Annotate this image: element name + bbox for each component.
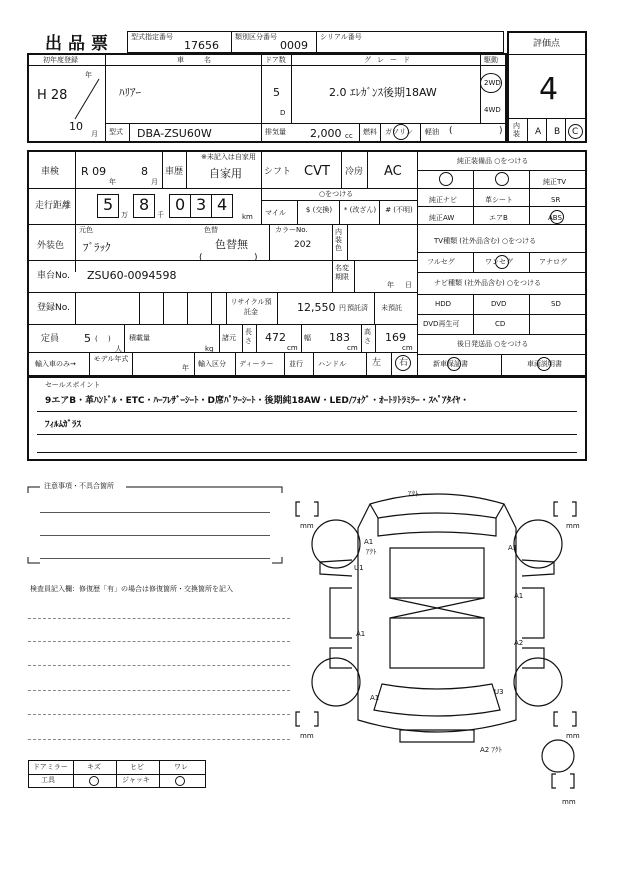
model-year-unit: 年 bbox=[182, 364, 189, 372]
diagram-mark-a1-front-right: A1 bbox=[508, 544, 518, 552]
tv-oneseg: ワンセグ bbox=[485, 258, 513, 266]
score-label: 評価点 bbox=[533, 39, 561, 49]
cooling-label: 冷房 bbox=[345, 167, 364, 177]
name-change-day: 日 bbox=[405, 281, 412, 289]
genuine-leather: 革シート bbox=[485, 196, 513, 204]
genuine-item-1-circle bbox=[439, 172, 453, 186]
legend-break: ワレ bbox=[174, 763, 188, 771]
chassis-label: 車台No. bbox=[37, 271, 70, 281]
tv-oneseg-circle bbox=[495, 255, 509, 269]
diagram-mark-front: ｱｸﾄ bbox=[408, 490, 419, 498]
length-label: 長さ bbox=[245, 328, 252, 345]
interior-label: 内装 bbox=[513, 122, 520, 138]
genuine-sr: SR bbox=[551, 196, 561, 204]
color-change-value: 色替無 bbox=[215, 238, 248, 251]
later-warranty-circle bbox=[447, 357, 461, 371]
exterior-value: ﾌﾞﾗｯｸ bbox=[83, 241, 111, 254]
sales-line-2: ﾌｨﾙﾑｶﾞﾗｽ bbox=[45, 420, 82, 430]
recycle-value: 12,550 bbox=[297, 301, 336, 314]
caution-frame bbox=[26, 482, 286, 565]
inspection-month: 8 bbox=[141, 165, 148, 178]
name-change-year: 年 bbox=[387, 281, 394, 289]
width-unit: cm bbox=[347, 344, 358, 352]
shift-value: CVT bbox=[304, 164, 330, 179]
drive-2wd: 2WD bbox=[484, 79, 501, 87]
legend-crack: ヒビ bbox=[130, 763, 144, 771]
serial-box bbox=[316, 31, 504, 53]
diagram-mark-u1: U1 bbox=[354, 564, 364, 572]
first-reg-label: 初年度登録 bbox=[43, 56, 78, 64]
mileage-digit-1: 5 bbox=[103, 195, 114, 214]
model-label: 型式 bbox=[109, 128, 123, 136]
interior-grade-a: A bbox=[535, 127, 542, 137]
diagram-mark-a1-left: A1 bbox=[356, 630, 366, 638]
genuine-abs: ABS bbox=[548, 214, 562, 222]
detail-block bbox=[27, 150, 587, 377]
genuine-aw: 純正AW bbox=[429, 214, 455, 222]
shift-label: シフト bbox=[264, 167, 292, 177]
category-value: 0009 bbox=[280, 39, 308, 52]
dim-label: 諸元 bbox=[222, 334, 236, 342]
later-title: 後日発送品 ○をつける bbox=[457, 340, 529, 348]
model-year-label: モデル年式 bbox=[93, 355, 129, 363]
diagram-mark-rear: A2 ｱｸﾄ bbox=[480, 746, 502, 754]
navi-cd: CD bbox=[495, 320, 506, 328]
type-no-value: 17656 bbox=[184, 39, 219, 52]
type-no-label: 型式指定番号 bbox=[131, 33, 173, 41]
doors-value: 5 bbox=[273, 86, 280, 99]
drive-4wd: 4WD bbox=[484, 106, 501, 114]
inspection-month-unit: 月 bbox=[151, 178, 158, 186]
category-label: 類別区分番号 bbox=[235, 33, 277, 41]
handle-left: 左 bbox=[372, 358, 382, 368]
mileage-digit-4: 3 bbox=[196, 195, 207, 214]
mileage-opt-unknown: # (不明) bbox=[385, 206, 413, 214]
color-change-bracket-open: ( bbox=[199, 253, 203, 263]
inspection-value: R 09 bbox=[81, 165, 107, 178]
import-cat-label: 輸入区分 bbox=[198, 360, 226, 368]
legend-scratch: キズ bbox=[87, 763, 101, 771]
diagram-mm-5: mm bbox=[562, 798, 576, 806]
inspector-label: 検査員記入欄：修復歴「有」の場合は修復箇所・交換箇所を記入 bbox=[30, 585, 233, 593]
displacement-label: 排気量 bbox=[265, 128, 286, 136]
first-reg-slash bbox=[71, 77, 103, 121]
mileage-label: 走行距離 bbox=[35, 201, 72, 211]
tv-title: TV種類 (社外品含む) ○をつける bbox=[434, 237, 537, 245]
later-manual-circle bbox=[537, 357, 551, 371]
later-warranty: 新車保証書 bbox=[433, 360, 468, 368]
mileage-opt-mile: マイル bbox=[265, 209, 286, 217]
mileage-sen: 千 bbox=[157, 211, 164, 219]
width-value: 183 bbox=[329, 331, 350, 344]
tv-fullseg: フルセグ bbox=[427, 258, 455, 266]
diagram-mm-3: mm bbox=[300, 732, 314, 740]
capacity-value: 5 bbox=[84, 332, 91, 345]
sales-line-1: 9エアB・革ﾊﾝﾄﾞﾙ・ETC・ﾊｰﾌﾚｻﾞｰｼｰﾄ・D席ﾊﾟﾜｰｼｰﾄ・後期純18AW・LED/ﾌｫｸﾞ・ｵｰﾄﾘﾄﾗﾐﾗｰ・ｽﾍﾟｱﾀｲﾔ・ bbox=[45, 396, 470, 406]
recycle-label: リサイクル預託金 bbox=[230, 298, 272, 316]
vehicle-block bbox=[27, 53, 507, 143]
fuel-other-bracket-open: ( bbox=[449, 126, 453, 136]
legend-tool: 工具 bbox=[41, 776, 55, 784]
color-change-label: 色替 bbox=[204, 226, 218, 234]
first-reg-month-unit: 月 bbox=[91, 130, 98, 138]
diagram-mark-u3: U3 bbox=[494, 688, 504, 696]
serial-label: シリアル番号 bbox=[320, 33, 362, 41]
legend-tool-circle bbox=[89, 776, 99, 786]
car-name-label: 車名 bbox=[177, 56, 231, 64]
load-unit: kg bbox=[205, 345, 214, 353]
mileage-digit-3: 0 bbox=[175, 195, 186, 214]
diagram-mark-a1-rear-left: A1 bbox=[370, 694, 380, 702]
inspection-year-unit: 年 bbox=[109, 178, 116, 186]
legend-jack-circle bbox=[175, 776, 185, 786]
history-note: ※未記入は自家用 bbox=[201, 153, 256, 161]
orig-color-label: 元色 bbox=[79, 226, 93, 234]
diagram-mark-front-left-act: ｱｸﾄ bbox=[366, 548, 377, 556]
handle-right: 右 bbox=[399, 358, 409, 368]
doors-suffix: D bbox=[280, 109, 286, 117]
history-label: 車歴 bbox=[165, 167, 184, 177]
navi-hdd: HDD bbox=[435, 300, 452, 308]
form-title: 出品票 bbox=[45, 34, 114, 54]
tv-analog: アナログ bbox=[539, 258, 567, 266]
capacity-unit: 人 bbox=[115, 345, 122, 353]
interior-color-label: 内装色 bbox=[335, 228, 342, 252]
mileage-unit: km bbox=[242, 213, 253, 221]
fuel-label: 燃料 bbox=[363, 128, 377, 136]
interior-grade-b: B bbox=[554, 127, 561, 137]
mileage-opt-tamper: * (改ざん) bbox=[343, 206, 377, 214]
genuine-navi: 純正ナビ bbox=[429, 196, 457, 204]
handle-label: ハンドル bbox=[318, 360, 346, 368]
mileage-mark-label: ○をつける bbox=[319, 190, 354, 198]
diagram-mark-a1-front-left: A1 bbox=[364, 538, 374, 546]
diagram-mark-a2-right: A2 bbox=[514, 639, 524, 647]
height-unit: cm bbox=[402, 344, 413, 352]
fuel-gas-circle bbox=[393, 124, 409, 140]
recycle-status-unpaid: 未預託 bbox=[381, 304, 402, 312]
height-label: 高さ bbox=[364, 328, 371, 345]
history-value: 自家用 bbox=[209, 167, 242, 180]
navi-dvd-play: DVD再生可 bbox=[423, 320, 460, 328]
displacement-unit: cc bbox=[345, 132, 353, 140]
drive-circle bbox=[480, 73, 502, 93]
type-no-box bbox=[127, 31, 232, 53]
fuel-light: 軽油 bbox=[425, 128, 439, 136]
doors-label: ドア数 bbox=[265, 56, 286, 64]
handle-right-circle bbox=[395, 355, 411, 371]
first-reg-month: 10 bbox=[69, 120, 83, 133]
grade-value: 2.0 ｴﾚｶﾞﾝｽ後期18AW bbox=[329, 86, 437, 99]
category-box bbox=[231, 31, 317, 53]
score-box bbox=[507, 31, 587, 143]
diagram-mm-1: mm bbox=[300, 522, 314, 530]
diagram-mark-a1-right: A1 bbox=[514, 592, 524, 600]
recycle-unit: 円 bbox=[339, 304, 346, 312]
width-label: 幅 bbox=[304, 334, 311, 342]
cooling-value: AC bbox=[384, 164, 402, 179]
mileage-man: 万 bbox=[121, 211, 128, 219]
genuine-item-2-circle bbox=[495, 172, 509, 186]
grade-label: グレード bbox=[364, 56, 416, 64]
fuel-gas: ガソリン bbox=[385, 128, 413, 136]
color-no-value: 202 bbox=[294, 240, 312, 250]
sales-label: セールスポイント bbox=[45, 381, 101, 389]
model-value: DBA-ZSU60W bbox=[137, 127, 212, 140]
chassis-value: ZSU60-0094598 bbox=[87, 269, 177, 282]
navi-title: ナビ種類 (社外品含む) ○をつける bbox=[434, 279, 542, 287]
navi-dvd: DVD bbox=[491, 300, 507, 308]
name-change-label: 名変期限 bbox=[335, 264, 349, 281]
reg-no-label: 登録No. bbox=[37, 303, 70, 313]
import-label: 輸入車のみ→ bbox=[35, 360, 76, 368]
mileage-digit-5: 4 bbox=[217, 195, 228, 214]
interior-grade-circle bbox=[568, 124, 583, 139]
genuine-abs-circle bbox=[550, 210, 564, 224]
mileage-opt-exchange: $ (交換) bbox=[305, 206, 333, 214]
length-value: 472 bbox=[265, 331, 286, 344]
exterior-label: 外装色 bbox=[37, 241, 65, 251]
recycle-status-paid: 預託済 bbox=[347, 304, 368, 312]
capacity-bracket-close: ) bbox=[108, 335, 111, 343]
color-change-bracket-close: ) bbox=[254, 253, 258, 263]
height-value: 169 bbox=[385, 331, 406, 344]
inspection-label: 車検 bbox=[41, 167, 60, 177]
sales-block bbox=[27, 376, 587, 461]
car-name-value: ﾊﾘｱｰ bbox=[119, 86, 141, 99]
car-damage-diagram bbox=[290, 488, 610, 818]
legend-table bbox=[28, 760, 206, 788]
fuel-other-bracket-close: ) bbox=[499, 126, 503, 136]
length-unit: cm bbox=[287, 344, 298, 352]
capacity-label: 定員 bbox=[41, 334, 60, 344]
mileage-digit-2: 8 bbox=[139, 195, 150, 214]
genuine-airbag: エアB bbox=[489, 214, 508, 222]
displacement-value: 2,000 bbox=[310, 127, 342, 140]
diagram-mm-4: mm bbox=[566, 732, 580, 740]
load-label: 積載量 bbox=[129, 334, 150, 342]
navi-sd: SD bbox=[551, 300, 561, 308]
legend-mirror: ドアミラー bbox=[33, 763, 68, 771]
first-reg-era: H 28 bbox=[37, 88, 68, 103]
capacity-bracket-open: ( bbox=[95, 335, 98, 343]
interior-grade-c: C bbox=[572, 127, 579, 137]
genuine-title: 純正装備品 ○をつける bbox=[457, 157, 529, 165]
color-no-label: カラーNo. bbox=[275, 226, 308, 234]
import-dealer: ディーラー bbox=[239, 360, 274, 368]
score-value: 4 bbox=[539, 72, 559, 107]
import-parallel: 並行 bbox=[289, 360, 303, 368]
genuine-tv: 純正TV bbox=[543, 178, 567, 186]
first-reg-year-unit: 年 bbox=[85, 71, 92, 79]
legend-jack: ジャッキ bbox=[122, 776, 150, 784]
later-manual: 車両説明書 bbox=[527, 360, 562, 368]
caution-label: 注意事項・不具合箇所 bbox=[44, 482, 114, 490]
drive-label: 駆動 bbox=[484, 56, 498, 64]
diagram-mm-2: mm bbox=[566, 522, 580, 530]
